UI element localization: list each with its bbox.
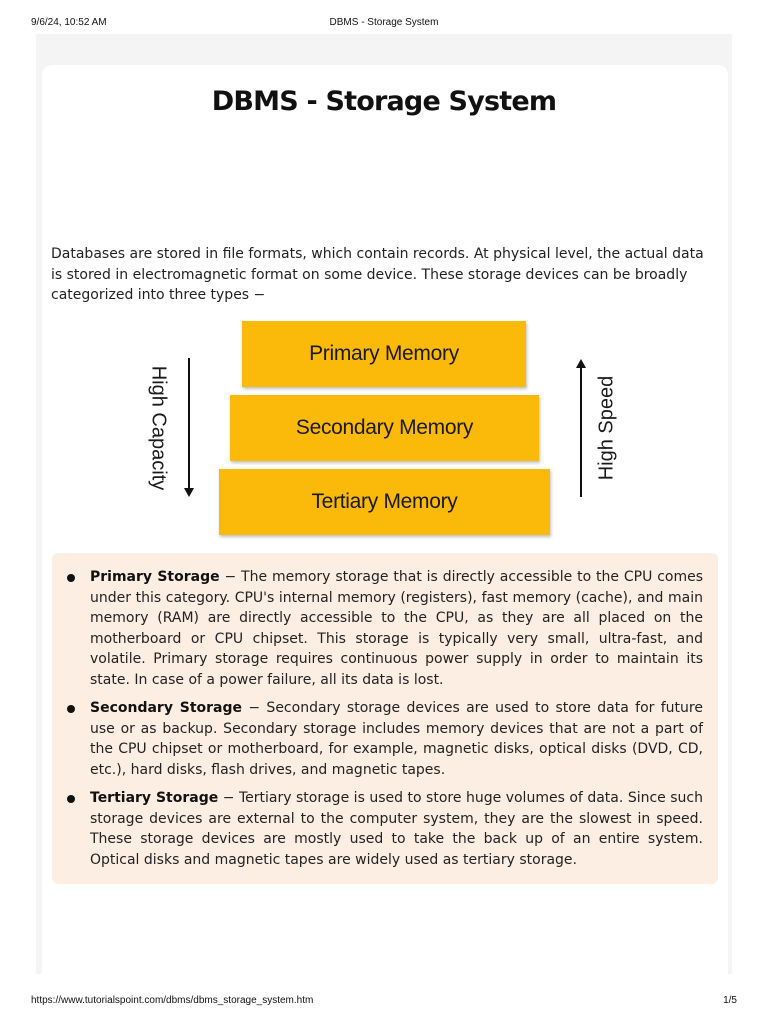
list-item: [90, 788, 703, 870]
term: Tertiary Storage: [90, 790, 219, 806]
primary-memory-block: Primary Memory: [242, 321, 526, 387]
storage-types-list: [52, 553, 718, 870]
down-arrowhead-icon: [184, 488, 194, 497]
up-arrowhead-icon: [576, 359, 586, 368]
intro-paragraph: Databases are stored in file formats, which contain records. At physical level, the actual data is stored in electromagnetic format on some device. These storage devices can be broadly categorized into three types −: [51, 246, 704, 303]
page-title: DBMS - Storage System: [211, 86, 557, 117]
down-arrow-icon: [188, 358, 190, 490]
up-arrow-icon: [580, 366, 582, 497]
description: − The memory storage that is directly accessible to the CPU comes under this category. CPU's internal memory (registers), fast memory (cache), and main memory (RAM) are directly accessible to the CPU, as they are all placed on the motherboard or CPU chipset. This storage is typically very small, ultra-fast, and volatile. Primary storage requires continuous power supply in order to maintain its state. In case of a power failure, all its data is lost.: [90, 569, 704, 688]
print-datetime: 9/6/24, 10:52 AM: [31, 17, 107, 28]
secondary-memory-block: Secondary Memory: [230, 395, 539, 461]
storage-types-box: [52, 553, 718, 884]
list-item: [90, 698, 703, 780]
bullet-icon: [67, 574, 75, 582]
bullet-icon: [67, 795, 75, 803]
high-speed-label: High Speed: [595, 375, 618, 481]
list-item: [90, 567, 703, 690]
print-doc-title: DBMS - Storage System: [329, 17, 439, 28]
description: − Tertiary storage is used to store huge volumes of data. Since such storage devices are external to the computer system, they are the slowest in speed. These storage devices are mostly used to take the back up of an entire system. Optical disks and magnetic tapes are widely used as tertiary storage.: [90, 790, 704, 868]
bullet-icon: [67, 705, 75, 713]
term: Primary Storage: [90, 569, 220, 585]
description: − Secondary storage devices are used to store data for future use or as backup. Secondary storage includes memory devices that are not a part of the CPU chipset or motherboard, for example, magnetic disks, optical disks (DVD, CD, etc.), hard disks, flash drives, and magnetic tapes.: [90, 700, 703, 778]
tertiary-memory-block: Tertiary Memory: [219, 469, 550, 535]
term: Secondary Storage: [90, 700, 242, 716]
high-capacity-label: High Capacity: [147, 365, 170, 491]
print-page-number: 1/5: [723, 995, 737, 1006]
print-url: https://www.tutorialspoint.com/dbms/dbms_storage_system.htm: [31, 995, 314, 1006]
